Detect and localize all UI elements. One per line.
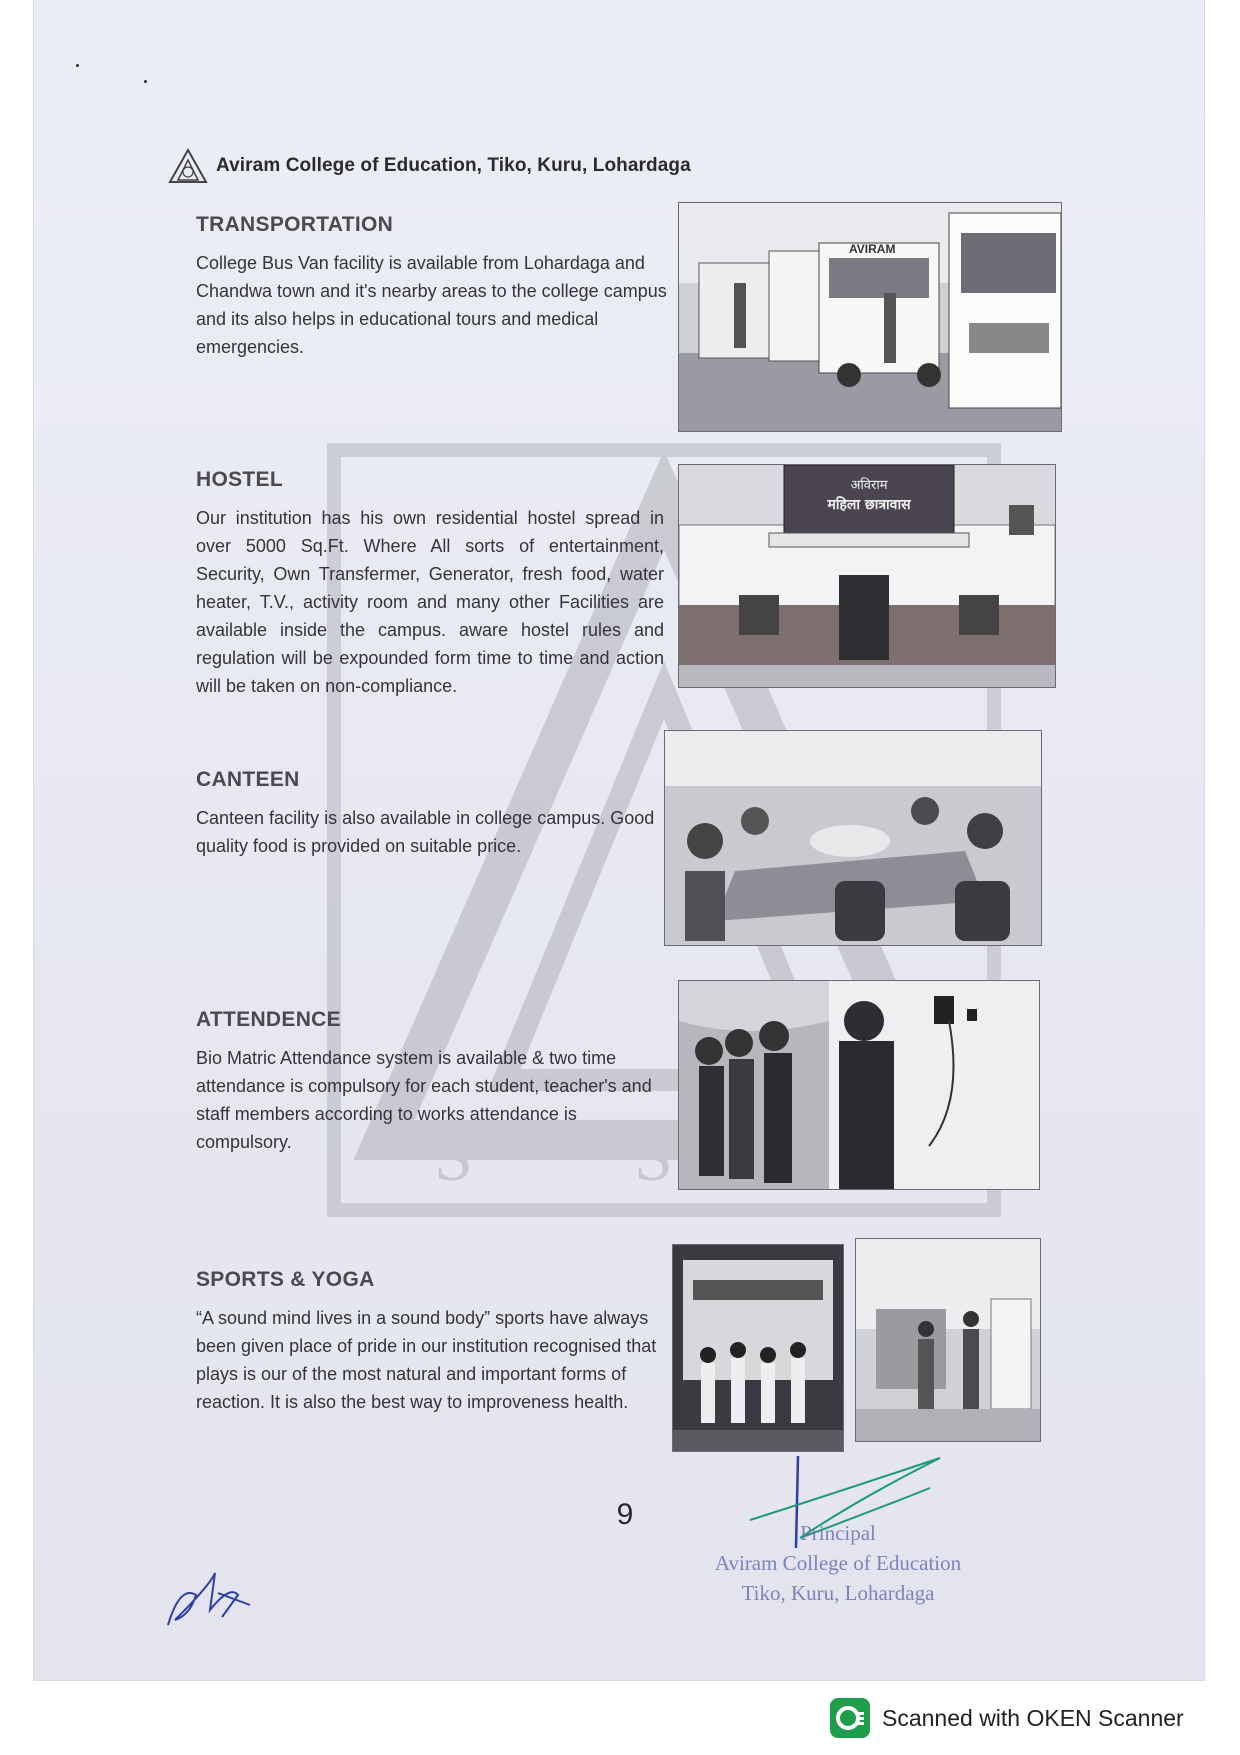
stamp-address: Tiko, Kuru, Lohardaga — [741, 1581, 935, 1605]
section-text: Our institution has his own residential hostel spread in over 5000 Sq.Ft. Where All sorts of entertainment, Security, Own Transfermer, Generator, fresh food, water heater, T.V., activity room and many other Facilities are available inside the campus. aware hostel rules and regulation will be expounded form time to time and action will be taken on non-compliance. — [196, 508, 664, 696]
initials-signature — [160, 1565, 260, 1635]
section-heading: ATTENDENCE — [196, 1008, 341, 1031]
stamp-title: Principal — [800, 1521, 876, 1545]
scanner-text: Scanned with OKEN Scanner — [882, 1704, 1184, 1731]
section-text: Canteen facility is also available in college campus. Good quality food is provided on suitable price. — [196, 808, 655, 856]
section-hostel — [196, 468, 664, 700]
svg-text:S: S — [434, 1119, 473, 1196]
yoga-group-photo — [672, 1244, 844, 1452]
section-text: “A sound mind lives in a sound body” sports have always been given place of pride in our institution recognised that plays is our of the most natural and important forms of reaction. It is also the best way to improveness health. — [196, 1308, 657, 1412]
page-number: 9 — [616, 1498, 634, 1531]
section-heading: HOSTEL — [196, 468, 283, 491]
svg-text:AVIRAM: AVIRAM — [849, 242, 896, 256]
oken-scanner-logo-icon — [830, 1698, 870, 1738]
buses-photo — [678, 202, 1062, 432]
document-header — [168, 148, 691, 184]
canteen-dining-photo — [664, 730, 1042, 946]
section-heading: TRANSPORTATION — [196, 213, 394, 236]
section-sports-yoga — [196, 1268, 670, 1416]
section-attendence — [196, 1008, 666, 1156]
svg-text:S: S — [634, 1119, 673, 1196]
svg-text:अविराम: अविराम — [850, 478, 888, 493]
scanner-watermark — [830, 1698, 1184, 1738]
stamp-college: Aviram College of Education — [714, 1551, 962, 1575]
hostel-building-photo — [678, 464, 1056, 688]
college-logo-icon — [168, 148, 208, 184]
college-name: Aviram College of Education, Tiko, Kuru, Lohardaga — [216, 155, 691, 176]
section-transportation — [196, 213, 676, 361]
section-heading: CANTEEN — [196, 768, 300, 791]
scan-speck — [144, 80, 147, 83]
principal-stamp — [668, 1518, 1008, 1608]
yoga-outdoor-photo — [855, 1238, 1041, 1442]
section-canteen — [196, 768, 666, 860]
scan-speck — [76, 64, 79, 67]
biometric-attendance-photo — [678, 980, 1040, 1190]
section-heading: SPORTS & YOGA — [196, 1268, 375, 1291]
section-text: College Bus Van facility is available from Lohardaga and Chandwa town and it's nearby areas to the college campus and its also helps in educational tours and medical emergencies. — [196, 253, 667, 357]
svg-text:महिला छात्रावास: महिला छात्रावास — [827, 497, 911, 513]
section-text: Bio Matric Attendance system is available & two time attendance is compulsory for each student, teacher's and staff members according to works attendance is compulsory. — [196, 1048, 652, 1152]
